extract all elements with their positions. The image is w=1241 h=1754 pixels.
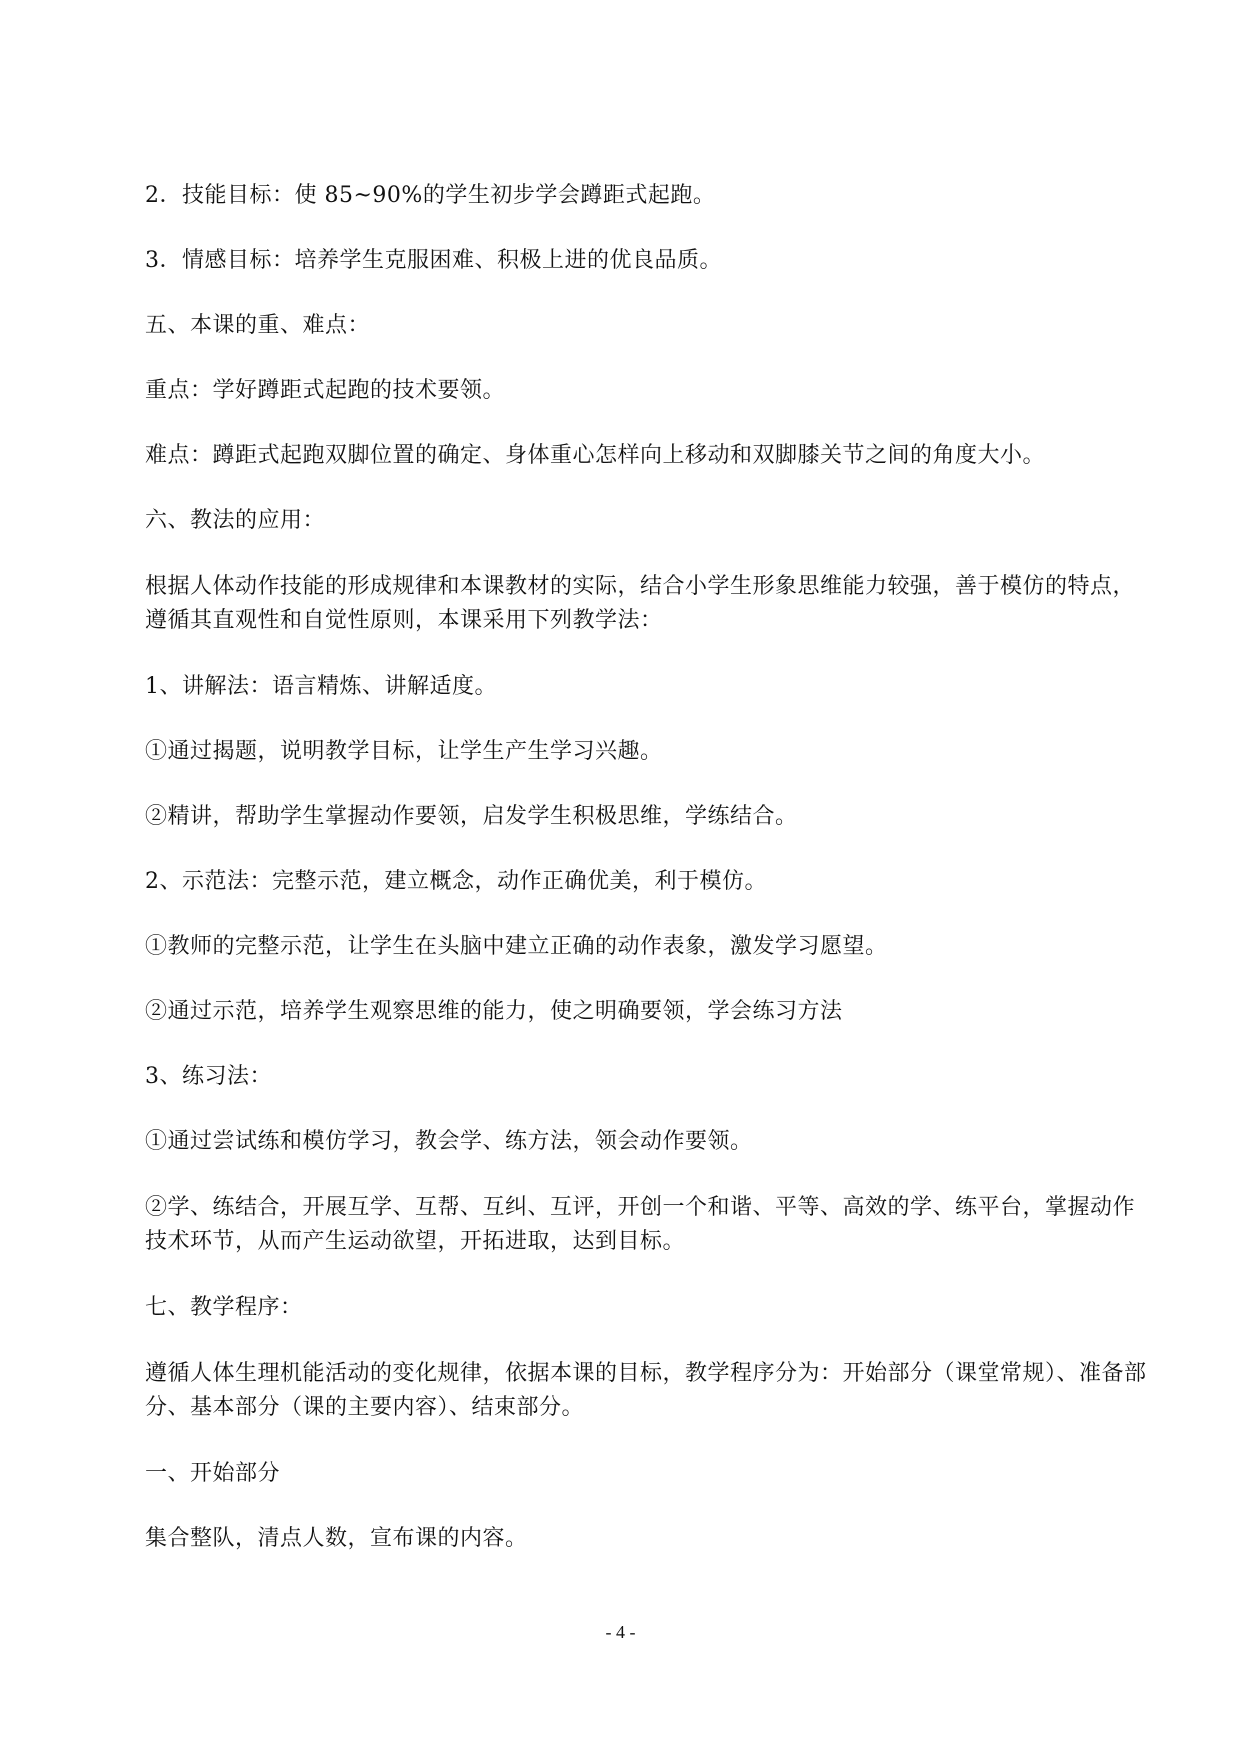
method-explanation: 1、讲解法：语言精炼、讲解适度。 — [145, 674, 497, 699]
method-explanation-item-2: ②精讲，帮助学生掌握动作要领，启发学生积极思维，学练结合。 — [145, 804, 798, 829]
skill-goal: 2．技能目标：使 85~90%的学生初步学会蹲距式起跑。 — [145, 183, 716, 208]
method-practice: 3、练习法： — [145, 1064, 272, 1089]
key-point: 重点：学好蹲距式起跑的技术要领。 — [145, 378, 506, 403]
page-number: - 4 - — [605, 1622, 636, 1642]
section-heading-teaching-methods: 六、教法的应用： — [145, 508, 326, 533]
method-practice-item-1: ①通过尝试练和模仿学习，教会学、练方法，领会动作要领。 — [145, 1129, 753, 1154]
method-explanation-item-1: ①通过揭题，说明教学目标，让学生产生学习兴趣。 — [145, 739, 663, 764]
teaching-methods-intro: 根据人体动作技能的形成规律和本课教材的实际，结合小学生形象思维能力较强，善于模仿的特点，遵循其直观性和自觉性原则，本课采用下列教学法： — [145, 574, 1136, 633]
method-demonstration-item-1: ①教师的完整示范，让学生在头脑中建立正确的动作表象，激发学习愿望。 — [145, 934, 888, 959]
subsection-heading-opening: 一、开始部分 — [145, 1461, 281, 1486]
difficult-point: 难点：蹲距式起跑双脚位置的确定、身体重心怎样向上移动和双脚膝关节之间的角度大小。 — [145, 443, 1046, 468]
method-demonstration: 2、示范法：完整示范，建立概念，动作正确优美，利于模仿。 — [145, 869, 767, 894]
opening-content: 集合整队，清点人数，宣布课的内容。 — [145, 1526, 528, 1551]
method-practice-item-2: ②学、练结合，开展互学、互帮、互纠、互评，开创一个和谐、平等、高效的学、练平台，掌握动作技术环节，从而产生运动欲望，开拓进取，达到目标。 — [145, 1195, 1136, 1254]
method-demonstration-item-2: ②通过示范，培养学生观察思维的能力，使之明确要领，学会练习方法 — [145, 999, 843, 1024]
emotion-goal: 3．情感目标：培养学生克服困难、积极上进的优良品质。 — [145, 248, 722, 273]
document-body — [145, 180, 1155, 1588]
section-heading-teaching-procedure: 七、教学程序： — [145, 1295, 303, 1320]
section-heading-key-points: 五、本课的重、难点： — [145, 313, 371, 338]
teaching-procedure-intro: 遵循人体生理机能活动的变化规律，依据本课的目标，教学程序分为：开始部分（课堂常规）、准备部分、基本部分（课的主要内容）、结束部分。 — [145, 1361, 1147, 1420]
